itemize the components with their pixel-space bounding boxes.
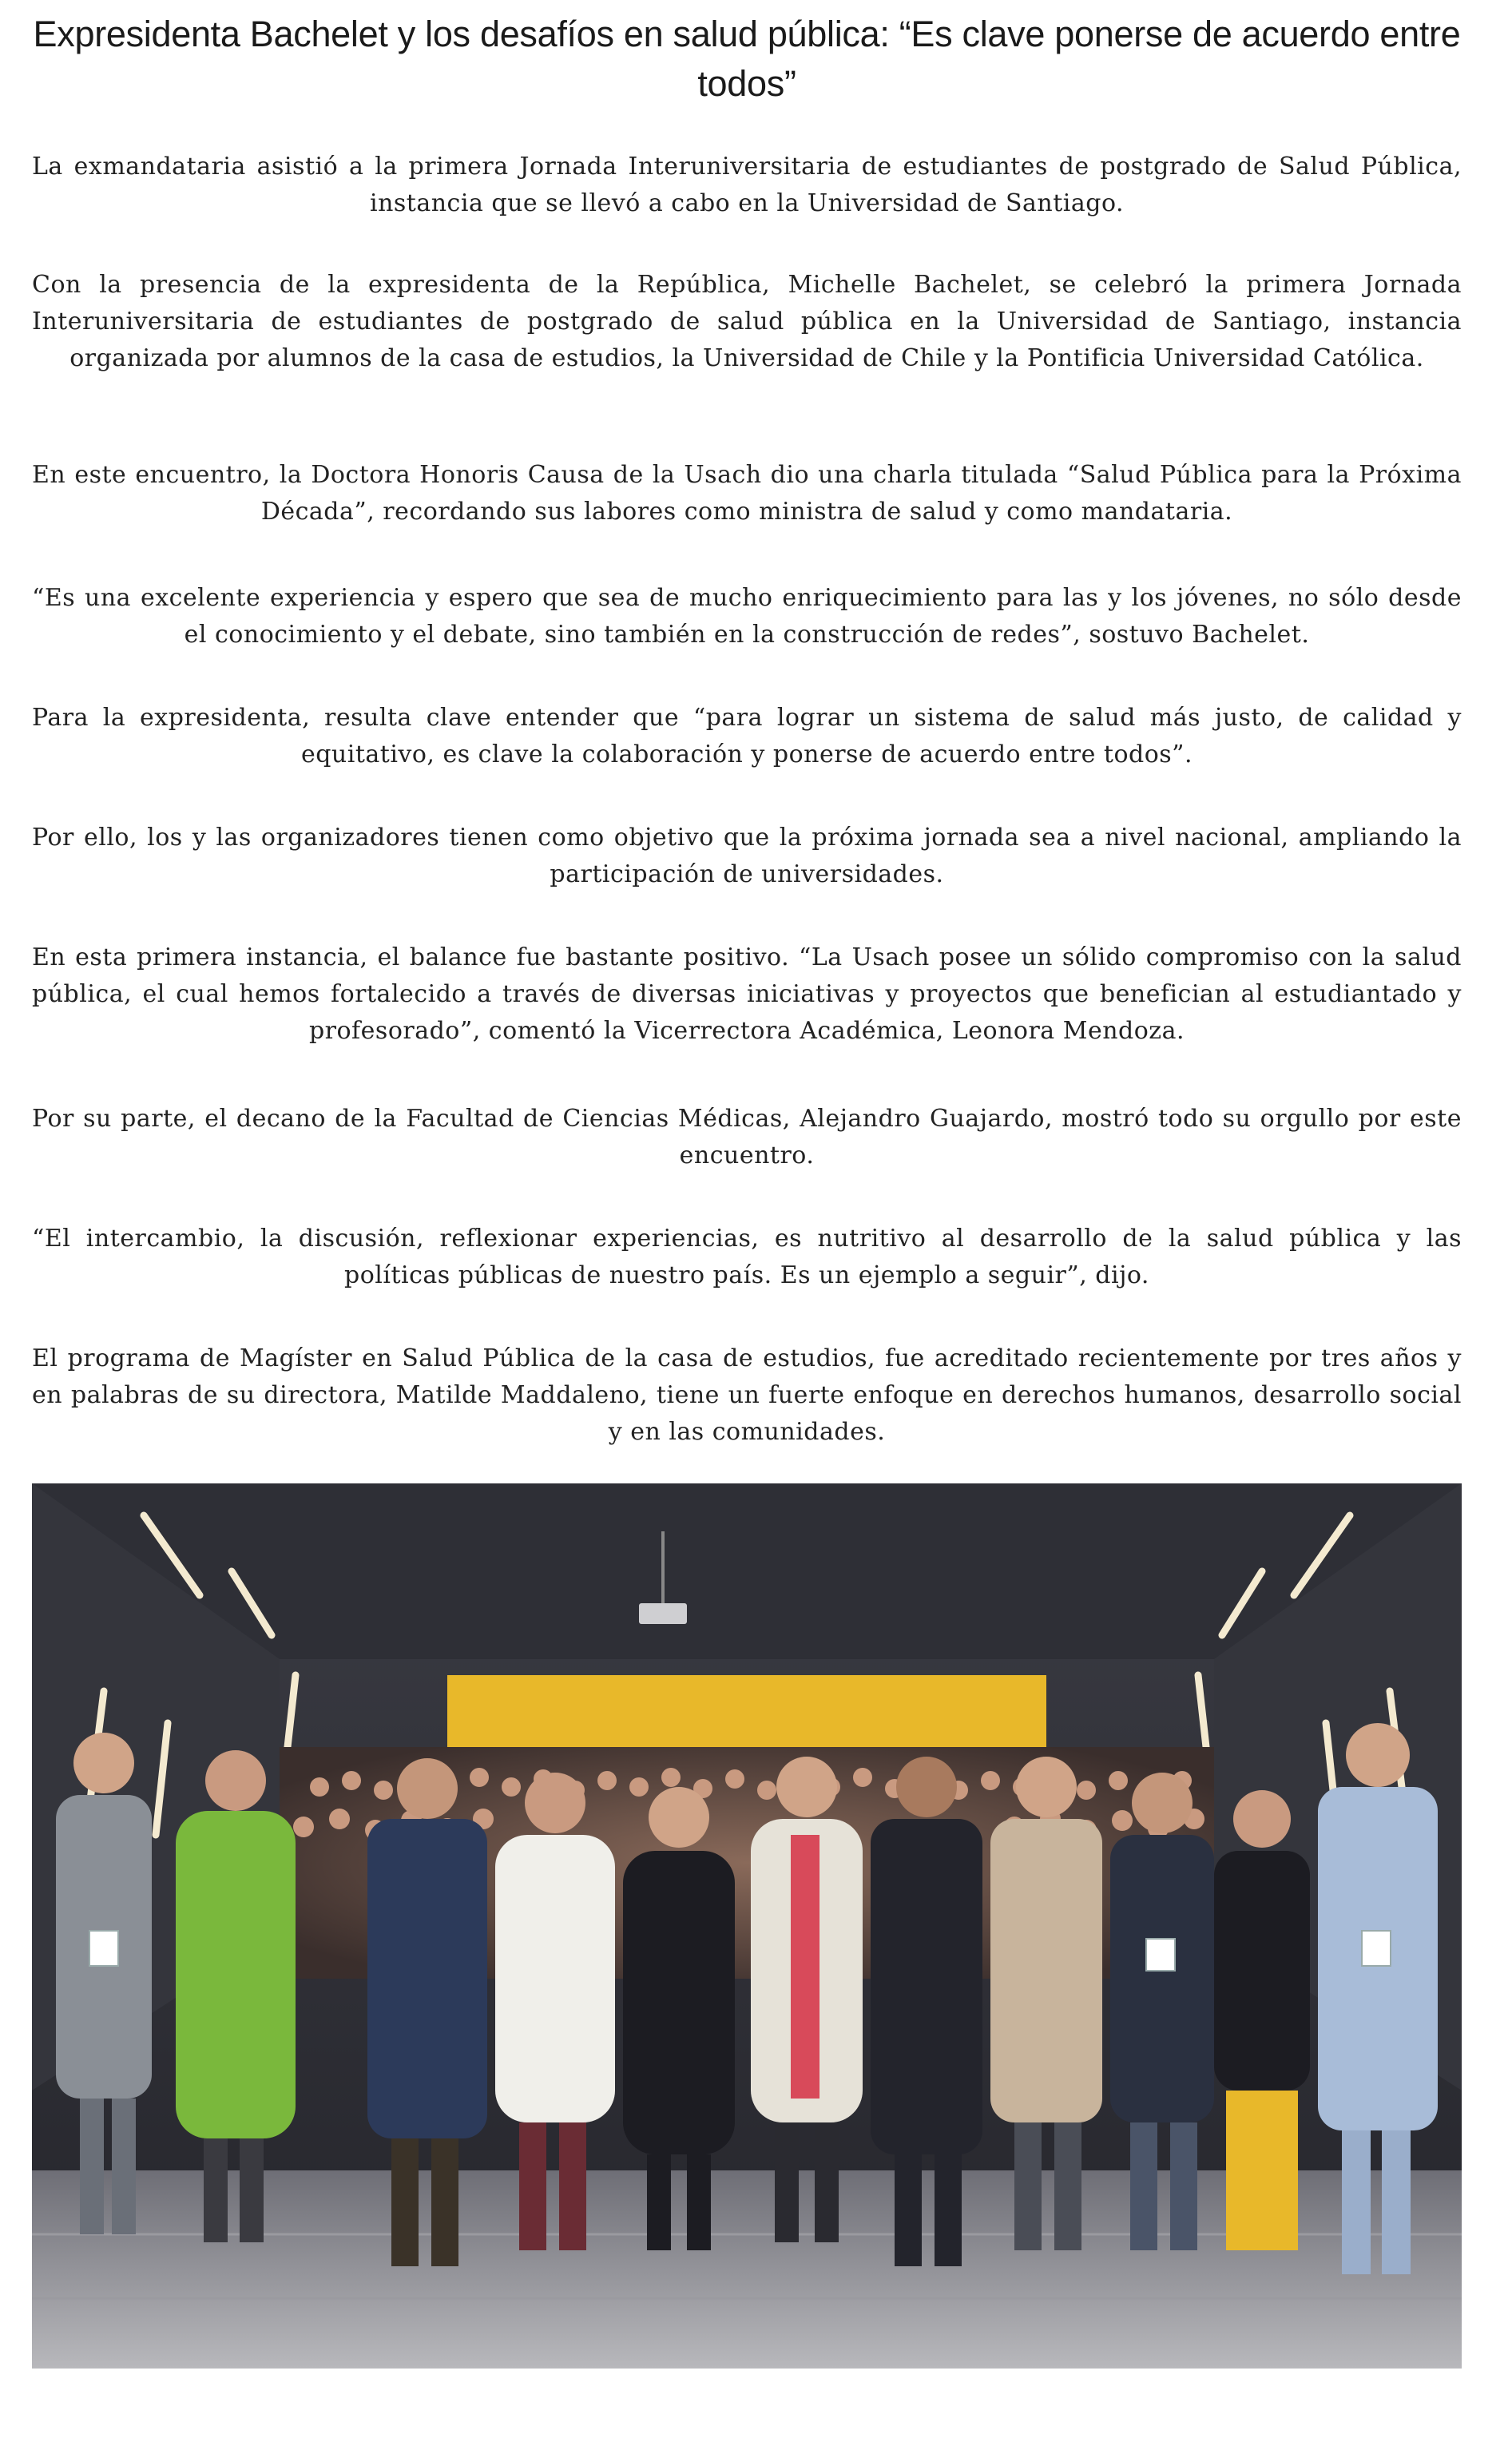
- article-paragraph: Con la presencia de la expresidenta de la República, Michelle Bachelet, se celebró la primera Jornada Interuniversitaria de estudiantes de postgrado de salud pública en la Universidad de Santiago, instancia organizada por alumnos de la casa de estudios, la Universidad de Chile y la Pontificia Universidad Católica.: [32, 271, 1462, 372]
- article-paragraph: “El intercambio, la discusión, reflexionar experiencias, es nutritivo al desarrollo de la salud pública y las políticas públicas de nuestro país. Es un ejemplo a seguir”, dijo.: [32, 1225, 1462, 1289]
- article-paragraph: En este encuentro, la Doctora Honoris Causa de la Usach dio una charla titulada “Salud Pública para la Próxima Década”, recordando sus labores como ministra de salud y como mandataria.: [32, 461, 1462, 526]
- article-paragraph: Para la expresidenta, resulta clave entender que “para lograr un sistema de salud más justo, de calidad y equitativo, es clave la colaboración y ponerse de acuerdo entre todos”.: [32, 704, 1462, 768]
- article-paragraph: En esta primera instancia, el balance fue bastante positivo. “La Usach posee un sólido compromiso con la salud pública, el cual hemos fortalecido a través de diversas iniciativas y proyectos que benefician al estudiantado y profesorado”, comentó la Vicerrectora Académica, Leonora Mendoza.: [32, 943, 1462, 1045]
- group-photo: [32, 1483, 1462, 2369]
- article-paragraph: “Es una excelente experiencia y espero que sea de mucho enriquecimiento para las y los jóvenes, no sólo desde el conocimiento y el debate, sino también en la construcción de redes”, sostuvo Bachelet.: [32, 584, 1462, 649]
- article-paragraph: El programa de Magíster en Salud Pública de la casa de estudios, fue acreditado recientemente por tres años y en palabras de su directora, Matilde Maddaleno, tiene un fuerte enfoque en derechos humanos, desarrollo social y en las comunidades.: [32, 1344, 1462, 1446]
- article-paragraph: Por ello, los y las organizadores tienen como objetivo que la próxima jornada sea a nivel nacional, ampliando la participación de universidades.: [32, 824, 1462, 888]
- article-lead: La exmandataria asistió a la primera Jornada Interuniversitaria de estudiantes de postgrado de Salud Pública, instancia que se llevó a cabo en la Universidad de Santiago.: [32, 153, 1462, 217]
- group-photo-illustration: [32, 1483, 1462, 2369]
- article-title: Expresidenta Bachelet y los desafíos en salud pública: “Es clave ponerse de acuerdo entre todos”: [33, 14, 1461, 104]
- article-paragraph: Por su parte, el decano de la Facultad de Ciencias Médicas, Alejandro Guajardo, mostró todo su orgullo por este encuentro.: [32, 1105, 1462, 1169]
